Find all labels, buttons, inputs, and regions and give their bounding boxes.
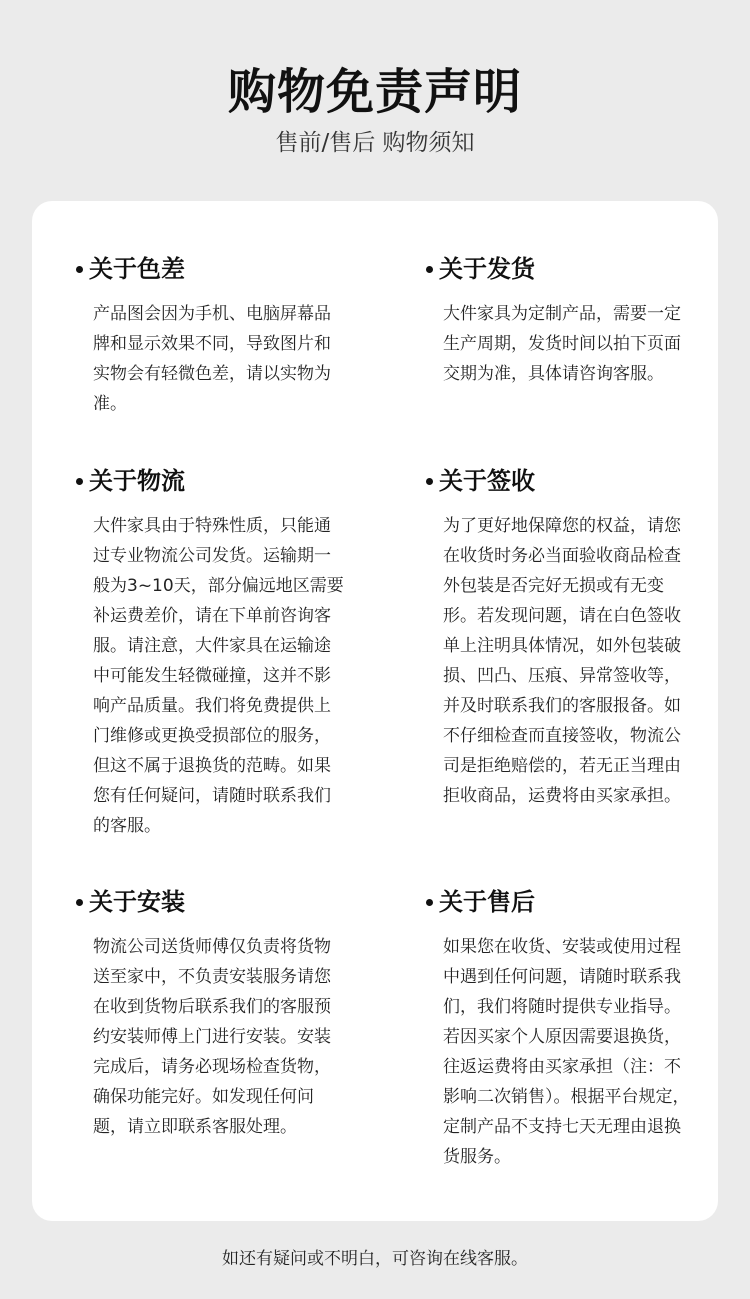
- section-title: [423, 465, 703, 497]
- section-title: [423, 253, 703, 285]
- section-title-text: 关于安装: [89, 888, 185, 916]
- section-title-text: 关于色差: [89, 255, 185, 283]
- section-receipt: [439, 465, 703, 811]
- section-title: [73, 465, 353, 497]
- page-header: [0, 62, 750, 158]
- section-body: 产品图会因为手机、电脑屏幕品牌和显示效果不同，导致图片和实物会有轻微色差，请以实物为准。: [93, 304, 331, 414]
- bullet-icon: [426, 478, 433, 485]
- section-logistics: [89, 465, 353, 841]
- bullet-icon: [426, 266, 433, 273]
- page-title: 购物免责声明: [227, 64, 522, 120]
- section-body: 如果您在收货、安装或使用过程中遇到任何问题，请随时联系我们，我们将随时提供专业指导。若因买家个人原因需要退换货，往返运费将由买家承担（注：不影响二次销售）。根据平台规定，定制产品不支持七天无理由退换货服务。: [443, 937, 690, 1167]
- bullet-icon: [76, 266, 83, 273]
- section-title-text: 关于物流: [89, 467, 185, 495]
- section-title-text: 关于售后: [439, 888, 535, 916]
- section-body: 大件家具由于特殊性质，只能通过专业物流公司发货。运输期一般为3~10天，部分偏远地区需要补运费差价，请在下单前咨询客服。请注意，大件家具在运输途中可能发生轻微碰撞，这并不影响产品质量。我们将免费提供上门维修或更换受损部位的服务，但这不属于退换货的范畴。如果您有任何疑问，请随时联系我们的客服。: [93, 516, 344, 836]
- section-shipping: [439, 253, 703, 389]
- section-title-text: 关于签收: [439, 467, 535, 495]
- bullet-icon: [76, 478, 83, 485]
- section-title: [423, 886, 703, 918]
- section-title-text: 关于发货: [439, 255, 535, 283]
- section-body: 大件家具为定制产品，需要一定生产周期，发货时间以拍下页面交期为准，具体请咨询客服。: [443, 304, 681, 384]
- footer-note: 如还有疑问或不明白，可咨询在线客服。: [222, 1249, 528, 1269]
- section-color-difference: [89, 253, 353, 419]
- disclaimer-card: [32, 201, 718, 1221]
- bullet-icon: [76, 899, 83, 906]
- section-title: [73, 253, 353, 285]
- section-body: 物流公司送货师傅仅负责将货物送至家中，不负责安装服务请您在收到货物后联系我们的客服预约安装师傅上门进行安装。安装完成后，请务必现场检查货物，确保功能完好。如发现任何问题，请立即联系客服处理。: [93, 937, 331, 1137]
- page-subtitle: 售前/售后 购物须知: [275, 130, 475, 156]
- section-after-sales: [439, 886, 703, 1172]
- bullet-icon: [426, 899, 433, 906]
- section-title: [73, 886, 353, 918]
- section-installation: [89, 886, 353, 1142]
- section-body: 为了更好地保障您的权益，请您在收货时务必当面验收商品检查外包装是否完好无损或有无变形。若发现问题，请在白色签收单上注明具体情况，如外包装破损、凹凸、压痕、异常签收等，并及时联系我们的客服报备。如不仔细检查而直接签收，物流公司是拒绝赔偿的，若无正当理由拒收商品，运费将由买家承担。: [443, 516, 681, 806]
